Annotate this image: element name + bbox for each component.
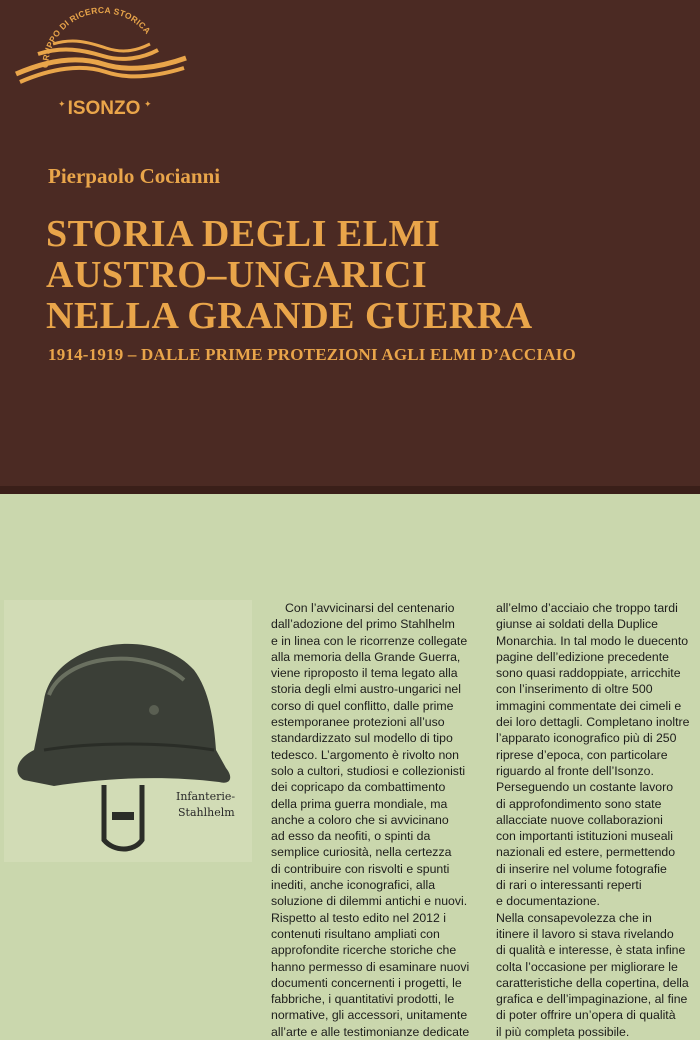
text-line: solo a cultori, studiosi e collezionisti bbox=[271, 763, 466, 778]
text-line: con l’inserimento di oltre 500 bbox=[496, 682, 653, 697]
text-line: di poter offrire un’opera di qualità bbox=[496, 1008, 676, 1023]
text-line: di contribuire con risvolti e spunti bbox=[271, 861, 450, 876]
text-line: storia degli elmi austro-ungarici nel bbox=[271, 682, 462, 697]
text-line: di qualità e interesse, è stata infine bbox=[496, 943, 686, 958]
text-line: estemporanee protezioni all’uso bbox=[271, 715, 445, 730]
text-line: tedesco. L’argomento è rivolto non bbox=[271, 747, 459, 762]
text-line: giunse ai soldati della Duplice bbox=[496, 617, 659, 632]
isonzo-logo bbox=[8, 6, 194, 126]
text-line: dei loro dettagli. Completano inoltre bbox=[496, 715, 690, 730]
text-line: allacciate nuove collaborazioni bbox=[496, 812, 663, 827]
book-title bbox=[46, 214, 533, 337]
photo-caption-line: Infanterie- bbox=[176, 790, 236, 803]
text-line: Nella consapevolezza che in bbox=[496, 910, 652, 925]
text-line: grafica e dell’impaginazione, al fine bbox=[496, 992, 688, 1007]
text-line: soluzione di dilemmi antichi e nuovi. bbox=[271, 894, 468, 909]
text-line: riprese d’epoca, con particolare bbox=[496, 747, 668, 762]
text-line: ad esso da neofiti, o spinti da bbox=[271, 829, 431, 844]
text-line: l’apparato iconografico più di 250 bbox=[496, 731, 677, 746]
text-line: corso di quel conflitto, dalle prime bbox=[271, 698, 454, 713]
text-line: contenuti risultano ampliati con bbox=[271, 926, 440, 941]
text-line: di rari o interessanti reperti bbox=[496, 878, 642, 893]
body-text-column-2 bbox=[496, 600, 689, 1040]
text-line: di inserire nel volume fotografie bbox=[496, 861, 667, 876]
text-line: viene riproposto il tema legato alla bbox=[271, 666, 458, 681]
logo-name: ISONZO bbox=[67, 98, 141, 119]
text-line: e documentazione. bbox=[496, 894, 600, 909]
photo-caption-line: Stahlhelm bbox=[178, 806, 235, 819]
text-line: Perseguendo un costante lavoro bbox=[496, 780, 674, 795]
text-line: dei copricapo da combattimento bbox=[271, 780, 446, 795]
text-line: sono quasi raddoppiate, arricchite bbox=[496, 666, 681, 681]
text-line: semplice curiosità, nella certezza bbox=[271, 845, 452, 860]
text-line: itinere il lavoro si stava rivelando bbox=[496, 926, 674, 941]
text-line: e in linea con le ricorrenze collegate bbox=[271, 633, 468, 648]
text-line: all’elmo d’acciaio che troppo tardi bbox=[496, 601, 678, 615]
text-line: Con l’avvicinarsi del centenario bbox=[285, 601, 455, 615]
book-subtitle: 1914-1919 – DALLE PRIME PROTEZIONI AGLI ELMI D’ACCIAIO bbox=[48, 345, 576, 364]
text-line: immagini commentate dei cimeli e bbox=[496, 698, 682, 713]
text-line: all’arte e alle testimonianze dedicate bbox=[271, 1024, 470, 1039]
text-line: pagine dell’edizione precedente bbox=[496, 649, 669, 664]
band-divider bbox=[0, 486, 700, 494]
text-line: standardizzato sul modello di tipo bbox=[271, 731, 453, 746]
text-line: di approfondimento sono state bbox=[496, 796, 662, 811]
text-line: della prima guerra mondiale, ma bbox=[271, 796, 448, 811]
text-line: normative, gli accessori, unitamente bbox=[271, 1008, 468, 1023]
text-line: anche a coloro che si avvicinano bbox=[271, 812, 449, 827]
text-line: dall’adozione del primo Stahlhelm bbox=[271, 617, 455, 632]
logo-star-icon: ✦ bbox=[144, 99, 152, 109]
text-line: Rispetto al testo edito nel 2012 i bbox=[271, 910, 447, 925]
text-line: colta l’occasione per migliorare le bbox=[496, 959, 678, 974]
title-line: STORIA DEGLI ELMI bbox=[46, 213, 441, 255]
text-line: il più completa possibile. bbox=[496, 1024, 630, 1039]
text-line: con importanti istituzioni museali bbox=[496, 829, 674, 844]
text-line: Monarchia. In tal modo le duecento bbox=[496, 633, 689, 648]
text-line: documenti concernenti i progetti, le bbox=[271, 975, 462, 990]
body-text-column-1 bbox=[271, 600, 469, 1040]
text-line: hanno permesso di esaminare nuovi bbox=[271, 959, 470, 974]
text-line: alla memoria della Grande Guerra, bbox=[271, 649, 461, 664]
text-line: riguardo al fronte dell’Isonzo. bbox=[496, 763, 654, 778]
text-line: approfondite ricerche storiche che bbox=[271, 943, 457, 958]
text-line: inediti, anche iconografici, alla bbox=[271, 878, 436, 893]
title-line: AUSTRO–UNGARICI bbox=[46, 254, 428, 296]
logo-star-icon: ✦ bbox=[58, 99, 66, 109]
helmet-photo bbox=[4, 600, 252, 862]
logo-ring-text: GRUPPO DI RICERCA STORICA bbox=[39, 6, 153, 69]
title-line: NELLA GRANDE GUERRA bbox=[46, 295, 533, 337]
author-name: Pierpaolo Cocianni bbox=[48, 164, 221, 188]
text-line: caratteristiche della copertina, della bbox=[496, 975, 689, 990]
text-line: fabbriche, i quantitativi prodotti, le bbox=[271, 992, 455, 1007]
text-line: nazionali ed estere, permettendo bbox=[496, 845, 676, 860]
